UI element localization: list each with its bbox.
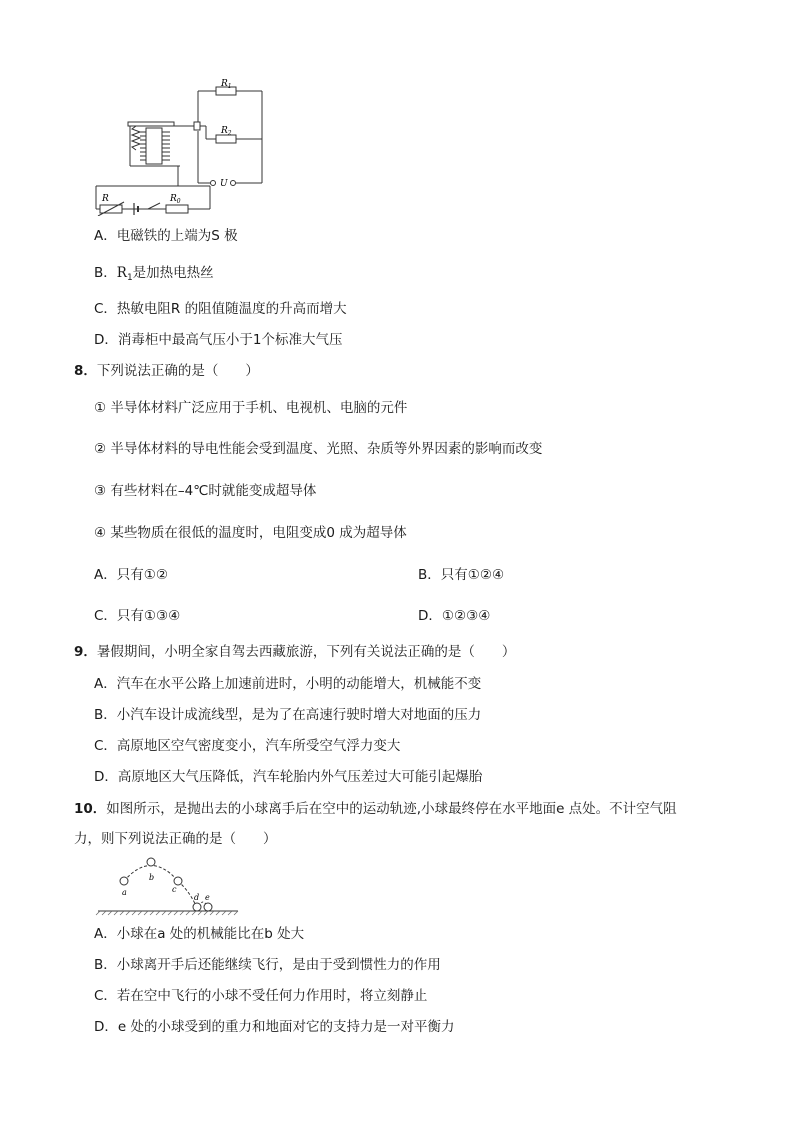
q7-option-b-text: 是加热电热丝 [132,265,214,281]
label-r2: $R_2$ [221,126,232,137]
label-d: d [194,893,200,902]
q10-number: 10． [74,801,107,817]
q8-statement-2: ② 半导体材料的导电性能会受到温度、光照、杂质等外界因素的影响而改变 [94,441,543,457]
ball-a [120,877,128,885]
q8-statement-4: ④ 某些物质在很低的温度时，电阻变成0 成为超导体 [94,525,407,541]
label-a: a [122,888,127,897]
ball-c [174,877,182,885]
label-e: e [205,893,210,902]
ball-e [204,903,212,911]
q9-option-d: D．高原地区大气压降低，汽车轮胎内外气压差过大可能引起爆胎 [94,769,483,785]
q10-stem-line2: 力，则下列说法正确的是（ ） [74,831,277,847]
q8-stem-text: 下列说法正确的是（ ） [96,363,259,379]
q9-option-b: B．小汽车设计成流线型，是为了在高速行驶时增大对地面的压力 [94,707,482,723]
q7-option-a: A．电磁铁的上端为S 极 [94,228,238,244]
q8-option-c: C．只有①③④ [94,608,181,624]
q9-option-c: C．高原地区空气密度变小，汽车所受空气浮力变大 [94,738,401,754]
q7-option-d: D．消毒柜中最高气压小于1个标准大气压 [94,332,343,348]
q7-option-b [94,264,214,287]
label-r: R [102,194,109,204]
q8-number: 8． [74,363,97,379]
ball-d [193,903,201,911]
q10-option-c: C．若在空中飞行的小球不受任何力作用时，将立刻静止 [94,988,428,1004]
label-u: U [220,179,228,189]
q7-option-b-sub: 1 [126,273,133,283]
label-r0: $R_0$ [170,194,181,205]
label-c: c [172,885,177,894]
q8-option-d: D．①②③④ [418,608,491,624]
q7-option-b-prefix: B． [94,265,117,281]
q8-option-a: A．只有①② [94,567,168,583]
q8-statement-1: ① 半导体材料广泛应用于手机、电视机、电脑的元件 [94,400,408,416]
relay-circuit-figure [90,76,270,216]
q10-stem-line1 [74,800,677,818]
q8-stem [74,362,259,380]
q9-option-a: A．汽车在水平公路上加速前进时，小明的动能增大，机械能不变 [94,676,482,692]
q9-stem-text: 暑假期间，小明全家自驾去西藏旅游，下列有关说法正确的是（ ） [96,644,516,660]
q8-option-b: B．只有①②④ [418,567,505,583]
label-r1: $R_1$ [221,79,232,90]
q10-option-a: A．小球在a 处的机械能比在b 处大 [94,926,305,942]
q9-number: 9． [74,644,97,660]
q10-stem-text-1: 如图所示，是抛出去的小球离手后在空中的运动轨迹,小球最终停在水平地面e 点处。不计空气阻 [106,801,677,817]
q10-option-b: B．小球离开手后还能继续飞行，是由于受到惯性力的作用 [94,957,441,973]
ball-trajectory-figure [94,854,244,916]
label-b: b [149,873,155,882]
q9-stem [74,643,515,661]
ball-b [147,858,155,866]
q8-statement-3: ③ 有些材料在–4℃时就能变成超导体 [94,483,317,499]
q7-option-b-symbol: R [116,265,127,281]
q10-option-d: D．e 处的小球受到的重力和地面对它的支持力是一对平衡力 [94,1019,455,1035]
q7-option-c: C．热敏电阻R 的阻值随温度的升高而增大 [94,301,347,317]
